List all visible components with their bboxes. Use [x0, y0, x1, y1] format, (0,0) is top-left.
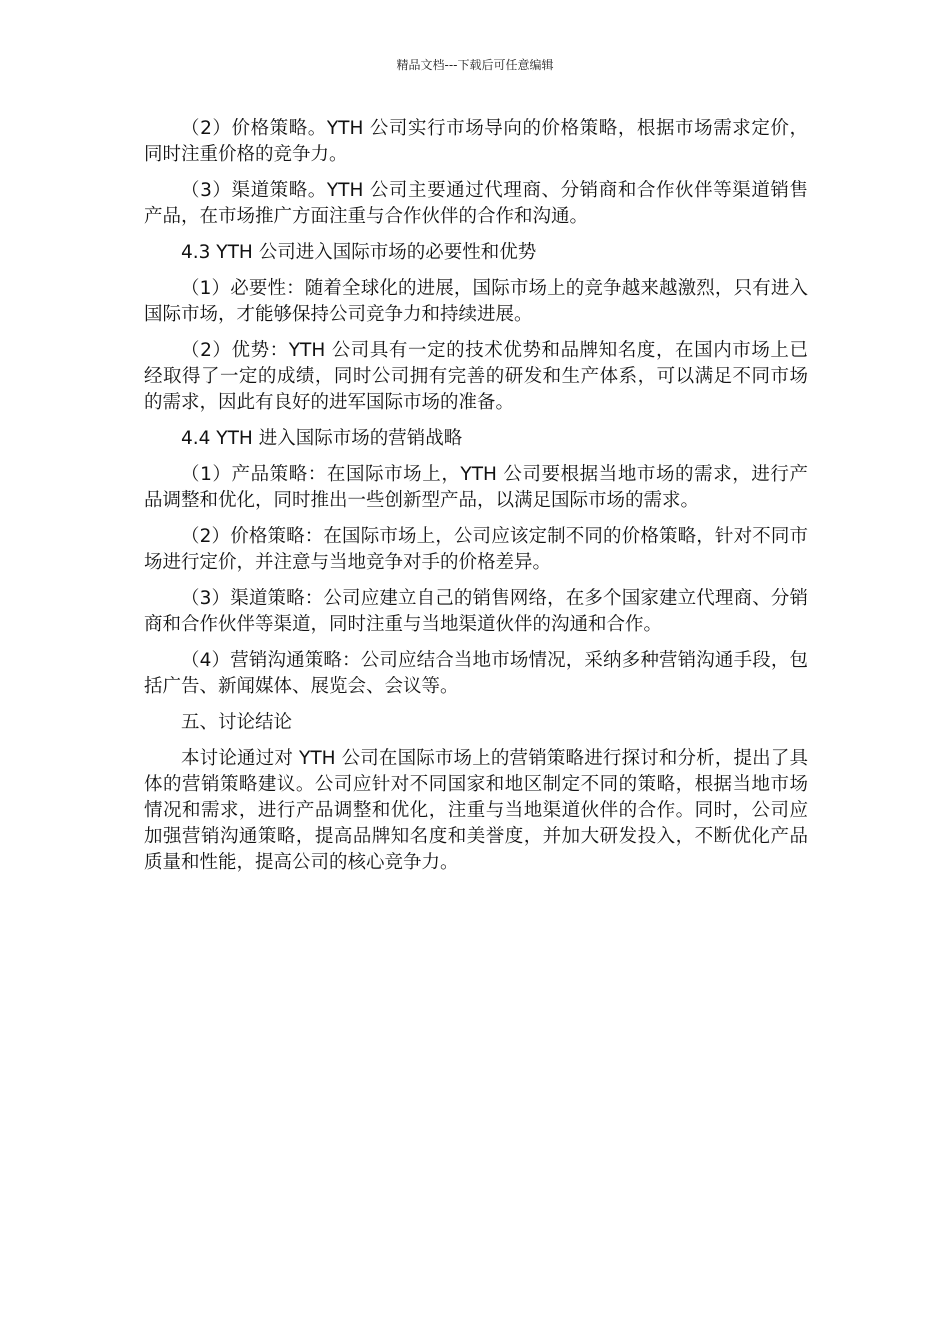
paragraph-advantages: （2）优势：YTH 公司具有一定的技术优势和品牌知名度，在国内市场上已经取得了一定的成绩，同时公司拥有完善的研发和生产体系，可以满足不同市场的需求，因此有良好的进军国际市场的准备。	[144, 340, 808, 413]
section-heading-4-4: 4.4 YTH 进入国际市场的营销战略	[181, 428, 463, 449]
paragraph-conclusion: 本讨论通过对 YTH 公司在国际市场上的营销策略进行探讨和分析，提出了具体的营销策略建议。公司应针对不同国家和地区制定不同的策略，根据当地市场情况和需求，进行产品调整和优化，注重与当地渠道伙伴的合作。同时，公司应加强营销沟通策略，提高品牌知名度和美誉度，并加大研发投入，不断优化产品质量和性能，提高公司的核心竞争力。	[144, 748, 808, 873]
section-heading-conclusion: 五、讨论结论	[181, 712, 293, 733]
paragraph-channel-strategy: （3）渠道策略。YTH 公司主要通过代理商、分销商和合作伙伴等渠道销售产品，在市场推广方面注重与合作伙伴的合作和沟通。	[144, 180, 808, 227]
paragraph-necessity: （1）必要性：随着全球化的进展，国际市场上的竞争越来越激烈，只有进入国际市场，才能够保持公司竞争力和持续进展。	[144, 278, 808, 325]
paragraph-intl-channel-strategy: （3）渠道策略：公司应建立自己的销售网络，在多个国家建立代理商、分销商和合作伙伴等渠道，同时注重与当地渠道伙伴的沟通和合作。	[144, 588, 808, 635]
page-header: 精品文档---下载后可任意编辑	[396, 58, 554, 72]
paragraph-intl-product-strategy: （1）产品策略：在国际市场上，YTH 公司要根据当地市场的需求，进行产品调整和优化，同时推出一些创新型产品，以满足国际市场的需求。	[144, 464, 808, 511]
paragraph-intl-price-strategy: （2）价格策略：在国际市场上，公司应该定制不同的价格策略，针对不同市场进行定价，并注意与当地竞争对手的价格差异。	[144, 526, 808, 573]
document-body	[144, 116, 808, 886]
section-heading-4-3: 4.3 YTH 公司进入国际市场的必要性和优势	[181, 242, 537, 263]
paragraph-price-strategy: （2）价格策略。YTH 公司实行市场导向的价格策略，根据市场需求定价，同时注重价格的竞争力。	[144, 118, 808, 165]
paragraph-intl-communication-strategy: （4）营销沟通策略：公司应结合当地市场情况，采纳多种营销沟通手段，包括广告、新闻媒体、展览会、会议等。	[144, 650, 808, 697]
